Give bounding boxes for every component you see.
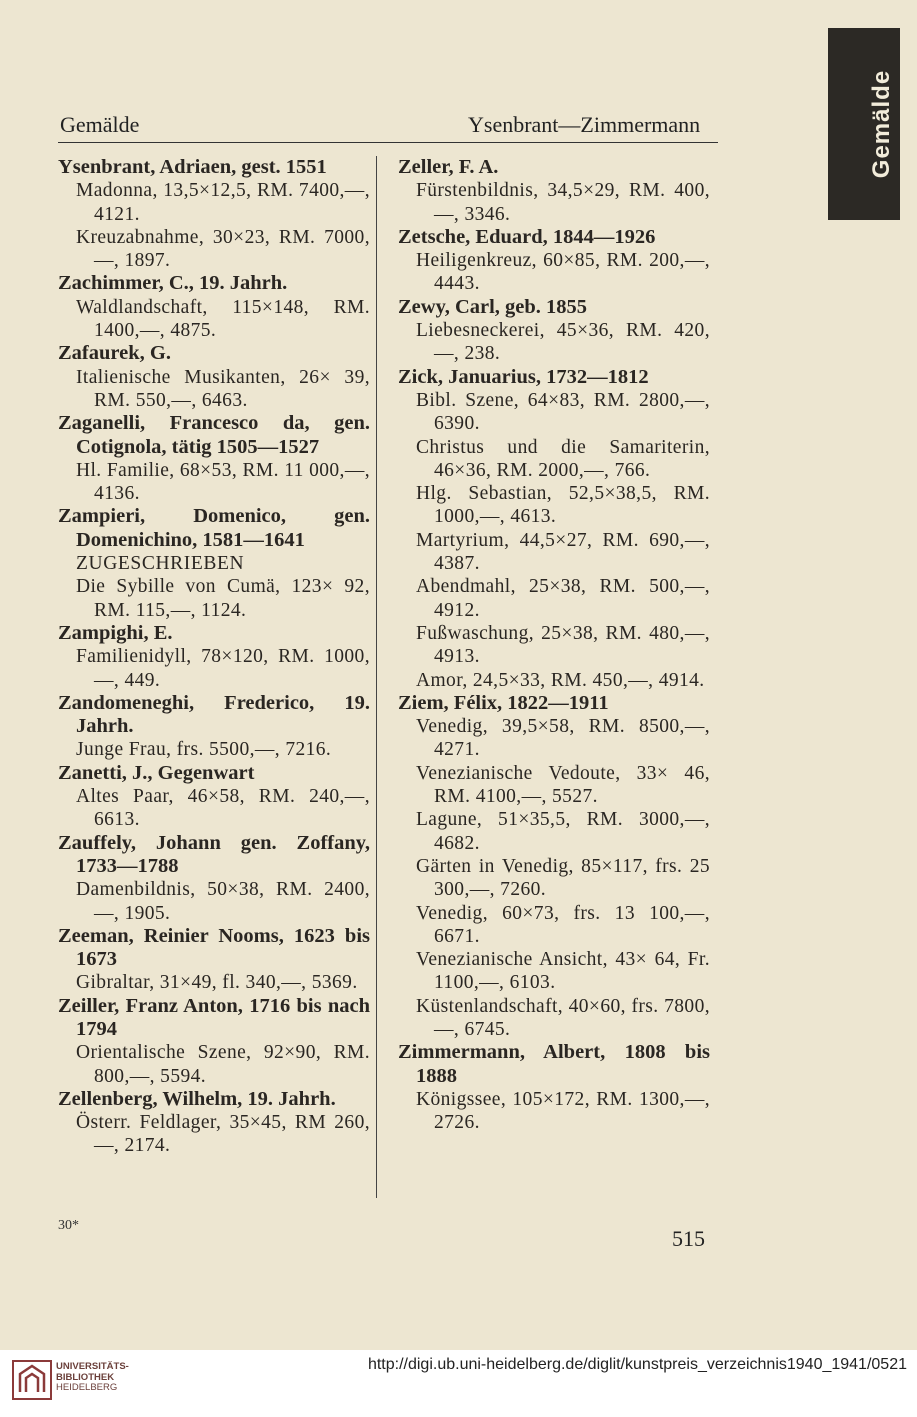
artist-name: Zeiller, Franz Anton, 1716 bis nach 1794	[58, 994, 370, 1040]
artwork-record: Österr. Feldlager, 35×45, RM 260,—, 2174.	[76, 1112, 370, 1157]
artwork-record: Orientalische Szene, 92×90, RM. 800,—, 5594.	[76, 1042, 370, 1087]
running-header-left: Gemälde	[60, 112, 140, 137]
artwork-record: Waldlandschaft, 115×148, RM. 1400,—, 4875.	[76, 296, 370, 342]
artwork-record: Liebesneckerei, 45×36, RM. 420,—, 238.	[416, 320, 710, 365]
artwork-record: Venedig, 60×73, frs. 13 100,—, 6671.	[416, 902, 710, 947]
section-tab-label: Gemälde	[868, 69, 895, 179]
artwork-record: Amor, 24,5×33, RM. 450,—, 4914.	[416, 669, 705, 691]
artist-entry	[58, 925, 370, 995]
artist-name: Zetsche, Eduard, 1844—1926	[398, 225, 656, 248]
artist-entry	[58, 412, 370, 505]
artist-name: Zafaurek, G.	[58, 342, 171, 365]
attribution-note: ZUGESCHRIEBEN	[76, 553, 245, 575]
artist-name: Zewy, Carl, geb. 1855	[398, 295, 588, 318]
artwork-record: Königssee, 105×172, RM. 1300,—, 2726.	[416, 1088, 710, 1134]
artwork-record: Venezianische Vedoute, 33× 46, RM. 4100,—, 5527.	[416, 762, 710, 808]
artwork-record: Hlg. Sebastian, 52,5×38,5, RM. 1000,—, 4613.	[416, 483, 710, 528]
column-divider	[376, 156, 377, 1198]
artist-name: Zandomeneghi, Frederico, 19. Jahrh.	[58, 691, 370, 738]
page-number: 515	[672, 1226, 705, 1251]
artist-name: Zimmermann, Albert, 1808 bis 1888	[398, 1041, 710, 1087]
artist-entry	[58, 622, 370, 692]
artwork-record: Küstenlandschaft, 40×60, frs. 7800,—, 6745.	[416, 995, 710, 1040]
signature-mark: 30*	[58, 1218, 79, 1233]
artist-entry	[398, 296, 710, 366]
artist-entry	[58, 1088, 370, 1158]
artist-entry	[398, 1041, 710, 1134]
artist-name: Zick, Januarius, 1732—1812	[398, 365, 649, 388]
artist-entry	[58, 692, 370, 762]
library-logo-icon	[12, 1360, 52, 1400]
library-name	[56, 1362, 129, 1394]
artist-entry	[58, 156, 370, 272]
artist-name: Zeeman, Reinier Nooms, 1623 bis 1673	[58, 924, 370, 971]
artist-name: Ziem, Félix, 1822—1911	[398, 691, 609, 714]
artist-entry	[398, 366, 710, 692]
artist-entry	[58, 832, 370, 925]
column-left	[58, 156, 370, 1158]
library-name-line: UNIVERSITÄTS-	[56, 1361, 129, 1372]
artwork-record: Fürstenbildnis, 34,5×29, RM. 400,—, 3346.	[416, 180, 710, 225]
artwork-record: Gibraltar, 31×49, fl. 340,—, 5369.	[76, 972, 358, 994]
artwork-record: Christus und die Samariterin, 46×36, RM. 2000,—, 766.	[416, 436, 710, 481]
artwork-record: Martyrium, 44,5×27, RM. 690,—, 4387.	[416, 529, 710, 575]
artwork-record: Lagune, 51×35,5, RM. 3000,—, 4682.	[416, 809, 710, 854]
artist-entry	[398, 156, 710, 226]
library-name-line: BIBLIOTHEK	[56, 1371, 115, 1383]
artwork-record: Junge Frau, frs. 5500,—, 7216.	[76, 739, 332, 761]
artist-name: Zaganelli, Francesco da, gen. Cotignola, tätig 1505—1527	[58, 412, 370, 458]
artist-entry	[398, 226, 710, 296]
artist-entry	[58, 762, 370, 832]
artist-name: Zeller, F. A.	[398, 156, 499, 178]
artwork-record: Altes Paar, 46×58, RM. 240,—, 6613.	[76, 786, 370, 831]
artwork-record: Familienidyll, 78×120, RM. 1000,—, 449.	[76, 646, 370, 691]
artist-name: Zampighi, E.	[58, 621, 173, 644]
artist-entry	[58, 272, 370, 342]
artist-name: Zampieri, Domenico, gen. Domenichino, 1581—1641	[58, 505, 370, 551]
artist-entry	[398, 692, 710, 1041]
artwork-record: Venezianische Ansicht, 43× 64, Fr. 1100,—, 6103.	[416, 949, 710, 994]
artwork-record: Die Sybille von Cumä, 123× 92, RM. 115,—, 1124.	[76, 576, 370, 621]
artwork-record: Fußwaschung, 25×38, RM. 480,—, 4913.	[416, 622, 710, 668]
artwork-record: Abendmahl, 25×38, RM. 500,—, 4912.	[416, 576, 710, 621]
artist-entry	[58, 342, 370, 412]
column-right	[398, 156, 710, 1134]
running-header-right: Ysenbrant—Zimmermann	[468, 112, 701, 137]
artist-name: Zauffely, Johann gen. Zoffany, 1733—1788	[58, 831, 370, 877]
source-url-link[interactable]: http://digi.ub.uni-heidelberg.de/diglit/kunstpreis_verzeichnis1940_1941/0521	[367, 1356, 907, 1373]
artwork-record: Heiligenkreuz, 60×85, RM. 200,—, 4443.	[416, 250, 710, 295]
header-rule	[58, 142, 718, 143]
artwork-record: Italienische Musikanten, 26× 39, RM. 550,—, 6463.	[76, 366, 370, 411]
artist-name: Zachimmer, C., 19. Jahrh.	[58, 272, 288, 295]
artwork-record: Venedig, 39,5×58, RM. 8500,—, 4271.	[416, 716, 710, 761]
artist-entry	[58, 505, 370, 621]
artist-entry	[58, 995, 370, 1088]
artwork-record: Hl. Familie, 68×53, RM. 11 000,—, 4136.	[76, 459, 370, 505]
library-name-line: HEIDELBERG	[56, 1382, 118, 1393]
artwork-record: Bibl. Szene, 64×83, RM. 2800,—, 6390.	[416, 389, 710, 435]
artwork-record: Damenbildnis, 50×38, RM. 2400,—, 1905.	[76, 879, 370, 924]
section-tab	[828, 28, 900, 220]
artist-name: Zanetti, J., Gegenwart	[58, 761, 255, 784]
artist-name: Ysenbrant, Adriaen, gest. 1551	[58, 156, 327, 178]
artist-name: Zellenberg, Wilhelm, 19. Jahrh.	[58, 1087, 336, 1110]
artwork-record: Gärten in Venedig, 85×117, frs. 25 300,—, 7260.	[416, 855, 710, 901]
artwork-record: Madonna, 13,5×12,5, RM. 7400,—, 4121.	[76, 180, 370, 225]
artwork-record: Kreuzabnahme, 30×23, RM. 7000,—, 1897.	[76, 226, 370, 272]
